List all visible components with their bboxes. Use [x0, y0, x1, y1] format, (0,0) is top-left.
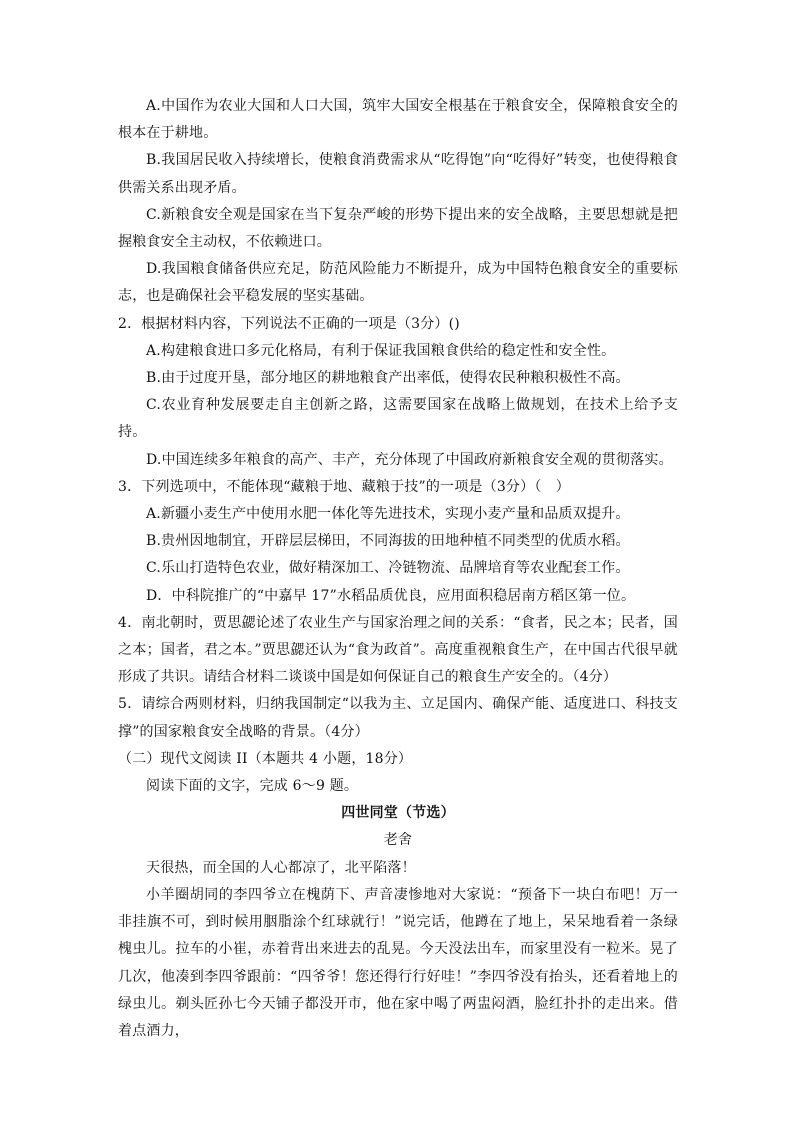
q1-option-a: A.中国作为农业大国和人口大国，筑牢大国安全根基在于粮食安全，保障粮食安全的根本在于耕地。 — [118, 98, 678, 142]
article-author: 老舍 — [383, 832, 413, 849]
q1-option-d: D.我国粮食储备供应充足，防范风险能力不断提升，成为中国特色粮食安全的重要标志，也是确保社会平稳发展的坚实基础。 — [118, 261, 678, 305]
q2-option-b: B.由于过度开垦，部分地区的耕地粮食产出率低，使得农民种粮积极性不高。 — [146, 370, 630, 387]
q2-option-d: D.中国连续多年粮食的高产、丰产，充分体现了中国政府新粮食安全观的贯彻落实。 — [146, 451, 673, 468]
article-paragraph-1: 天很热，而全国的人心都凉了，北平陷落！ — [146, 859, 416, 876]
q1-option-c: C.新粮食安全观是国家在当下复杂严峻的形势下提出来的安全战略，主要思想就是把握粮食安全主动权，不依赖进口。 — [118, 206, 678, 251]
page-content — [118, 93, 678, 1045]
q3-stem: 3．下列选项中，不能体现“藏粮于地、藏粮于技”的一项是（3分）（ ） — [118, 478, 570, 495]
reading-instruction: 阅读下面的文字，完成 6～9 题。 — [146, 778, 359, 795]
q1-option-b: B.我国居民收入持续增长，使粮食消费需求从“吃得饱”向“吃得好”转变，也使得粮食供需关系出现矛盾。 — [118, 152, 678, 196]
q2-option-c: C.农业育种发展要走自主创新之路，这需要国家在战略上做规划，在技术上给予支持。 — [118, 397, 678, 441]
q3-option-b: B.贵州因地制宜，开辟层层梯田，不同海拔的田地种植不同类型的优质水稻。 — [146, 533, 630, 550]
q2-stem: 2．根据材料内容，下列说法不正确的一项是（3分）() — [118, 315, 460, 332]
q4-text: 4．南北朝时，贾思勰论述了农业生产与国家治理之间的关系：“食者，民之本；民者，国之本；国者，君之本。”贾思勰还认为“食为政首”。高度重视粮食生产，在中国古代很早就形成了共识。请结合材料二谈谈中国是如何保证自己的粮食生产安全的。（4分） — [118, 614, 678, 686]
q3-option-a: A.新疆小麦生产中使用水肥一体化等先进技术，实现小麦产量和品质双提升。 — [146, 506, 630, 523]
q3-option-d: D．中科院推广的“中嘉早 17”水稻品质优良，应用面积稳居南方稻区第一位。 — [146, 587, 636, 604]
q5-text: 5．请综合两则材料，归纳我国制定“以我为主、立足国内、确保产能、适度进口、科技支撑”的国家粮食安全战略的背景。（4分） — [118, 696, 678, 740]
article-paragraph-2: 小羊圈胡同的李四爷立在槐荫下、声音凄惨地对大家说：“预备下一块白布吧！万一非挂旗不可，到时候用胭脂涂个红球就行！”说完话，他蹲在了地上，呆呆地看着一条绿槐虫儿。拉车的小崔，赤着背出来进去的乱晃。今天没法出车，而家里没有一粒米。晃了几次，他凑到李四爷跟前：“四爷爷！您还得行行好哇！”李四爷没有抬头，还看着地上的绿虫儿。剃头匠孙七今天铺子都没开市，他在家中喝了两盅闷酒，脸红扑扑的走出来。借着点酒力， — [118, 886, 678, 1039]
q3-option-c: C.乐山打造特色农业，做好精深加工、冷链物流、品牌培育等农业配套工作。 — [146, 560, 630, 577]
article-title: 四世同堂（节选） — [341, 805, 455, 822]
q2-option-a: A.构建粮食进口多元化格局，有利于保证我国粮食供给的稳定性和安全性。 — [146, 342, 616, 359]
section-heading: （二）现代文阅读 II（本题共 4 小题，18分） — [118, 750, 413, 767]
